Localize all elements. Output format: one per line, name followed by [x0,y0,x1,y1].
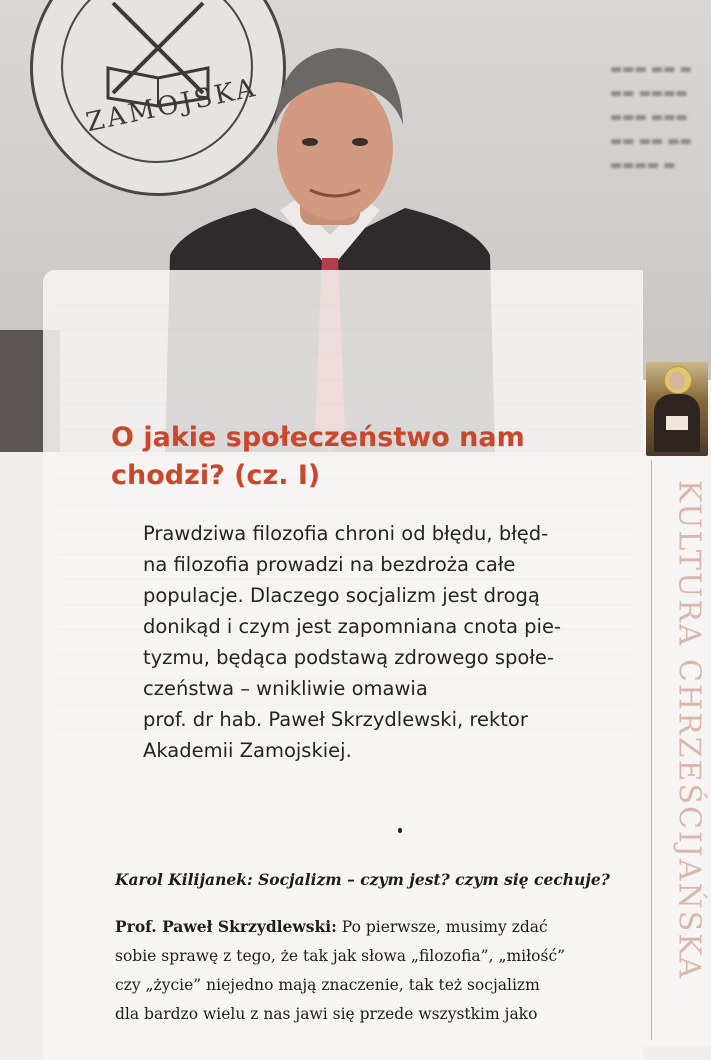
lead-line: Prawdziwa filozofia chroni od błędu, błęd- [143,522,549,545]
lead-line: na filozofia prowadzi na bezdroża całe [143,553,516,576]
interview-answer [115,912,635,1029]
article-title [111,419,631,495]
saint-portrait-icon [646,362,708,456]
rail-divider [651,460,652,1040]
article-lead [143,518,633,766]
lead-line: populacje. Dlaczego socjalizm jest drogą [143,584,540,607]
interview-question: Karol Kilijanek: Socjalizm – czym jest? czym się cechuje? [115,870,610,889]
lead-line: donikąd i czym jest zapomniana cnota pie- [143,615,561,638]
stray-mark [398,828,402,833]
emblem-motto: ZAMOJSKA [83,72,261,139]
answer-line: dla bardzo wielu z nas jawi się przede wszystkim jako [115,1005,538,1023]
section-label: KULTURA CHRZEŚCIJAŃSKA [671,479,707,981]
answer-line-text: Po pierwsze, musimy zdać [341,918,548,936]
answer-line: sobie sprawę z tego, że tak jak słowa „filozofia”, „miłość” [115,947,566,965]
answer-speaker: Prof. Paweł Skrzydlewski: [115,917,337,936]
lead-line: Akademii Zamojskiej. [143,739,352,762]
lead-line: prof. dr hab. Paweł Skrzydlewski, rektor [143,708,528,731]
answer-line: czy „życie” niejedno mają znaczenie, tak też socjalizm [115,976,540,994]
answer-line [115,912,635,942]
book-shape [666,416,688,430]
lead-line: czeństwa – wnikliwie omawia [143,677,428,700]
title-line: O jakie społeczeństwo nam [111,422,525,453]
head-shape [669,372,685,390]
lead-line: tyzmu, będąca podstawą zdrowego społe- [143,646,554,669]
title-line: chodzi? (cz. I) [111,460,321,491]
background-blurred-text: ▬▬▬ ▬▬ ▬ ▬▬ ▬▬▬▬ ▬▬▬ ▬▬▬ ▬▬ ▬▬ ▬▬ ▬▬▬▬ ▬ [610,62,692,173]
